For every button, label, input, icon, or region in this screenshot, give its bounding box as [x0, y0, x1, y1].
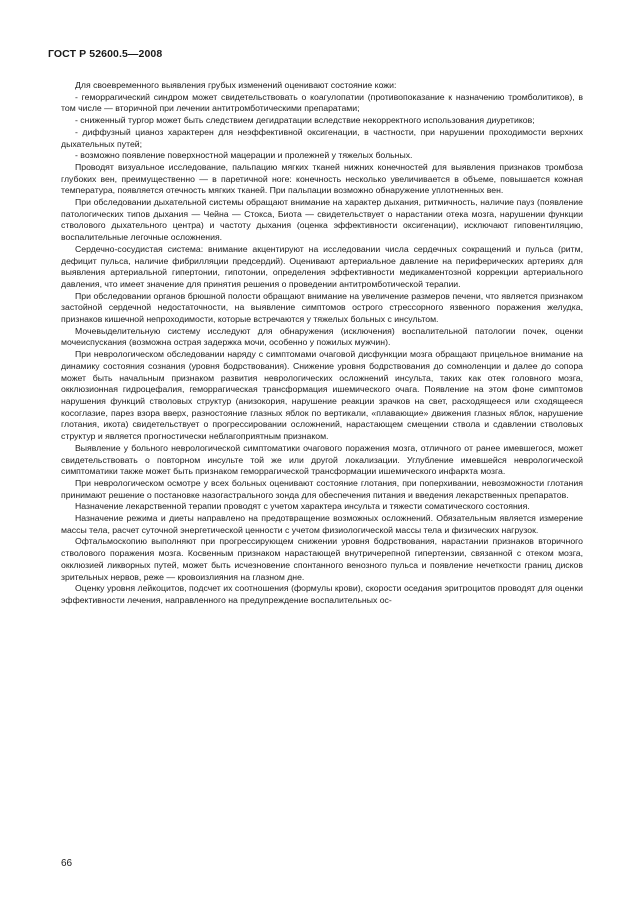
paragraph: - сниженный тургор может быть следствием дегидратации вследствие некорректного использования диуретиков; [75, 115, 535, 126]
paragraph: Оценку уровня лейкоцитов, подсчет их соотношения (формулы крови), скорости оседания эритроцитов проводят для оценки эффективности лечения, направленного на предупреждение воспалительных ос- [61, 583, 583, 605]
paragraph: При неврологическом осмотре у всех больных оценивают состояние глотания, при поперхивании, невозможности глотания принимают решение о постановке назогастрального зонда для обеспечения питания и введения лекарственных препаратов. [61, 477, 583, 500]
paragraph: - геморрагический синдром может свидетельствовать о коагулопатии (противопоказание к назначению тромболитиков), в том числе — вторичной при лечении антитромботическими препаратами; [61, 91, 583, 114]
paragraph: Проводят визуальное исследование, пальпацию мягких тканей нижних конечностей для выявления признаков тромбоза глубоких вен, преимущественно — в паретичной ноге: конечность несколько увеличивается в объеме, повышается кожная температура, появляется отечность мягких тканей. При пальпации возможно обнаружение уплотненных вен. [61, 161, 583, 196]
paragraph: При обследовании дыхательной системы обращают внимание на характер дыхания, ритмичность, наличие пауз (появление патологических типов дыхания — Чейна — Стокса, Биота — свидетельствует о нарастании отека мозга, нарушении функции стволового дыхательного центра) и частоту дыхания (оценка эффективности оксигенации), исключают гиповентиляцию, воспалительные легочные осложнения. [61, 197, 583, 243]
page-number: 66 [61, 858, 73, 869]
paragraph: - диффузный цианоз характерен для неэффективной оксигенации, в частности, при нарушении проходимости верхних дыхательных путей; [61, 126, 583, 149]
paragraph: Назначение режима и диеты направлено на предотвращение возможных осложнений. Обязательным является измерение массы тела, расчет суточной энергетической ценности с учетом физиологической массы тела и физических нагрузок. [61, 513, 583, 535]
document-header: ГОСТ Р 52600.5—2008 [48, 48, 163, 60]
document-body [61, 80, 583, 607]
paragraph: Мочевыделительную систему исследуют для обнаружения (исключения) воспалительной патологии почек, оценки мочеиспускания (возможна острая задержка мочи, особенно у пожилых мужчин). [61, 325, 583, 348]
paragraph: Назначение лекарственной терапии проводят с учетом характера инсульта и тяжести соматического состояния. [75, 501, 530, 512]
paragraph: Выявление у больного неврологической симптоматики очагового поражения мозга, отличного от ранее имевшегося, может свидетельствовать о повторном инсульте той же или другой локализации. Углубление имевшейся неврологической симптоматики также может быть признаком геморрагической трансформации ишемического инфаркта мозга. [61, 442, 583, 477]
paragraph: Сердечно-сосудистая система: внимание акцентируют на исследовании числа сердечных сокращений и пульса (ритм, дефицит пульса, наличие фибрилляции предсердий). Оценивают артериальное давление на периферических артериях для выявления артериальной гипертонии, гипотонии, определения эффективности медикаментозной коррекции артериального давления, что имеет значение для принятия решения о проведении антитромботической терапии. [61, 243, 583, 289]
paragraph: При обследовании органов брюшной полости обращают внимание на увеличение размеров печени, что является признаком застойной сердечной недостаточности, на выявление симптомов острого стрессорного язвенного поражения желудка, признаков кишечной непроходимости, которые встречаются у тяжелых больных с инсультом. [61, 290, 583, 325]
paragraph: Офтальмоскопию выполняют при прогрессирующем снижении уровня бодрствования, нарастании признаков вторичного стволового поражения мозга. Косвенным признаком нарастающей внутричерепной гипертензии, связанной с отеком мозга, окклюзией ликворных путей, может быть исчезновение спонтанного венозного пульса и появление нечеткости границ дисков зрительных нервов, реже — кровоизлияния на глазном дне. [61, 536, 583, 582]
paragraph: - возможно появление поверхностной мацерации и пролежней у тяжелых больных. [75, 150, 413, 161]
paragraph: При неврологическом обследовании наряду с симптомами очаговой дисфункции мозга обращают прицельное внимание на динамику состояния сознания (уровня бодрствования). Снижение уровня бодрствования до сомноленции и далее до сопора может быть начальным признаком развития неврологических осложнений инсульта, таких как отек головного мозга, окклюзионная гидроцефалия, геморрагическая трансформация ишемического очага. Появление на этом фоне симптомов нарушения функций стволовых структур (анизокория, нарушение реакции зрачков на свет, расходящееся или сходящееся косоглазие, парез взора вверх, разностояние глазных яблок по вертикали, «плавающие» движения глазных яблок, нарушение глотания, икота) свидетельствует о прогрессировании осложнений, нарастающем смещении ствола и сдавлении стволовых структур и является прогностически неблагоприятным признаком. [61, 349, 583, 442]
paragraph: Для своевременного выявления грубых изменений оценивают состояние кожи: [75, 80, 397, 90]
